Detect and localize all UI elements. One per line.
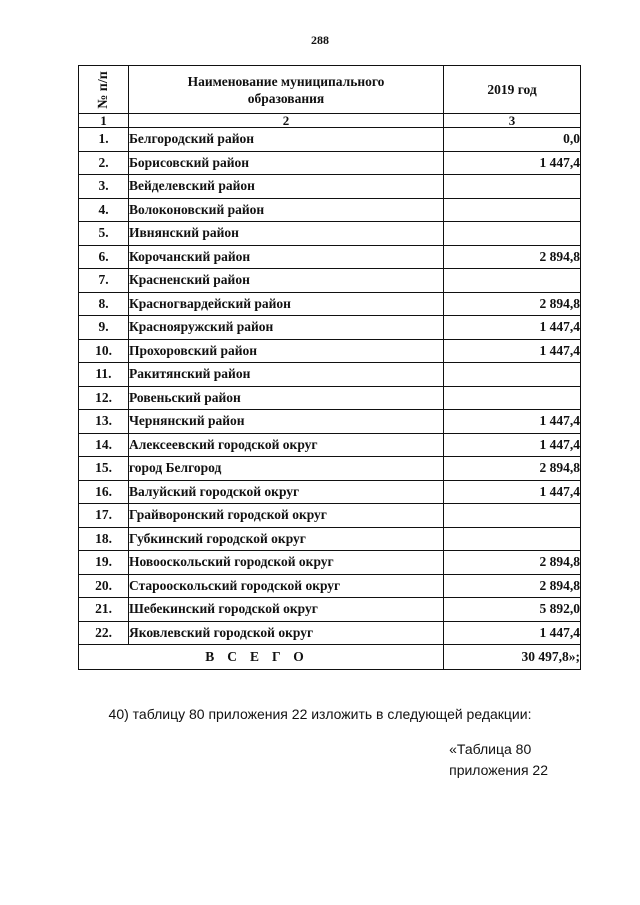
row-number: 14. (79, 433, 129, 457)
row-number: 19. (79, 551, 129, 575)
row-number: 1. (79, 128, 129, 152)
table-reference-line2: приложения 22 (449, 762, 548, 778)
row-name: Старооскольский городской округ (129, 574, 444, 598)
table-reference-line1: «Таблица 80 (449, 741, 532, 757)
row-value: 1 447,4 (444, 339, 581, 363)
row-number: 21. (79, 598, 129, 622)
row-name: Красненский район (129, 269, 444, 293)
row-name: Губкинский городской округ (129, 527, 444, 551)
row-number: 8. (79, 292, 129, 316)
header-name-line2: образования (247, 90, 325, 106)
table-row (79, 175, 581, 199)
row-value (444, 527, 581, 551)
table-row (79, 245, 581, 269)
table-row (79, 551, 581, 575)
table-row (79, 457, 581, 481)
row-value (444, 269, 581, 293)
row-number: 7. (79, 269, 129, 293)
row-name: Борисовский район (129, 151, 444, 175)
row-number: 2. (79, 151, 129, 175)
row-number: 12. (79, 386, 129, 410)
row-name: Яковлевский городской округ (129, 621, 444, 645)
row-value: 1 447,4 (444, 621, 581, 645)
row-number: 10. (79, 339, 129, 363)
row-value: 5 892,0 (444, 598, 581, 622)
table-row (79, 504, 581, 528)
row-value: 1 447,4 (444, 151, 581, 175)
row-number: 18. (79, 527, 129, 551)
row-name: Новооскольский городской округ (129, 551, 444, 575)
row-name: Валуйский городской округ (129, 480, 444, 504)
row-name: город Белгород (129, 457, 444, 481)
table-row (79, 198, 581, 222)
row-name: Шебекинский городской округ (129, 598, 444, 622)
row-name: Волоконовский район (129, 198, 444, 222)
table-row (79, 339, 581, 363)
row-name: Алексеевский городской округ (129, 433, 444, 457)
table-row (79, 316, 581, 340)
row-number: 13. (79, 410, 129, 434)
total-value: 30 497,8»; (444, 645, 581, 670)
row-number: 20. (79, 574, 129, 598)
row-number: 16. (79, 480, 129, 504)
table-reference (449, 739, 548, 781)
row-value: 2 894,8 (444, 457, 581, 481)
row-value (444, 386, 581, 410)
row-number: 5. (79, 222, 129, 246)
row-value: 2 894,8 (444, 245, 581, 269)
row-name: Ровеньский район (129, 386, 444, 410)
row-number: 6. (79, 245, 129, 269)
row-value: 2 894,8 (444, 292, 581, 316)
row-value: 1 447,4 (444, 480, 581, 504)
row-name: Вейделевский район (129, 175, 444, 199)
table-row (79, 433, 581, 457)
header-name-line1: Наименование муниципального (187, 73, 385, 89)
header-num (79, 66, 129, 114)
row-value (444, 198, 581, 222)
row-name: Прохоровский район (129, 339, 444, 363)
row-value (444, 504, 581, 528)
row-value: 1 447,4 (444, 410, 581, 434)
row-value: 1 447,4 (444, 433, 581, 457)
table-row (79, 386, 581, 410)
row-name: Чернянский район (129, 410, 444, 434)
header-value: 2019 год (444, 66, 581, 114)
row-value (444, 175, 581, 199)
municipal-table (78, 65, 581, 670)
row-number: 22. (79, 621, 129, 645)
table-row (79, 269, 581, 293)
table-row (79, 574, 581, 598)
row-name: Красногвардейский район (129, 292, 444, 316)
row-number: 3. (79, 175, 129, 199)
header-num-label: № п/п (95, 70, 111, 109)
row-name: Грайворонский городской округ (129, 504, 444, 528)
row-value: 2 894,8 (444, 574, 581, 598)
row-value: 1 447,4 (444, 316, 581, 340)
total-label: ВСЕГО (79, 645, 444, 670)
table-row (79, 222, 581, 246)
table-row (79, 292, 581, 316)
table-row (79, 128, 581, 152)
header-name (129, 66, 444, 114)
row-number: 4. (79, 198, 129, 222)
table-row (79, 151, 581, 175)
row-name: Ракитянский район (129, 363, 444, 387)
row-value (444, 222, 581, 246)
table-header-row (79, 66, 581, 114)
row-number: 11. (79, 363, 129, 387)
table-row (79, 598, 581, 622)
row-name: Краснояружский район (129, 316, 444, 340)
table-row (79, 621, 581, 645)
row-name: Ивнянский район (129, 222, 444, 246)
table-row (79, 480, 581, 504)
row-number: 9. (79, 316, 129, 340)
table-row (79, 527, 581, 551)
row-number: 15. (79, 457, 129, 481)
column-index-row (79, 114, 581, 128)
table-row (79, 363, 581, 387)
column-index-1: 1 (79, 114, 129, 128)
row-name: Белгородский район (129, 128, 444, 152)
page-number: 288 (311, 33, 329, 47)
total-row (79, 645, 581, 670)
row-value (444, 363, 581, 387)
table-row (79, 410, 581, 434)
row-name: Корочанский район (129, 245, 444, 269)
row-value: 0,0 (444, 128, 581, 152)
row-number: 17. (79, 504, 129, 528)
column-index-2: 2 (129, 114, 444, 128)
row-value: 2 894,8 (444, 551, 581, 575)
amendment-paragraph: 40) таблицу 80 приложения 22 изложить в следующей редакции: (108, 706, 532, 722)
column-index-3: 3 (444, 114, 581, 128)
